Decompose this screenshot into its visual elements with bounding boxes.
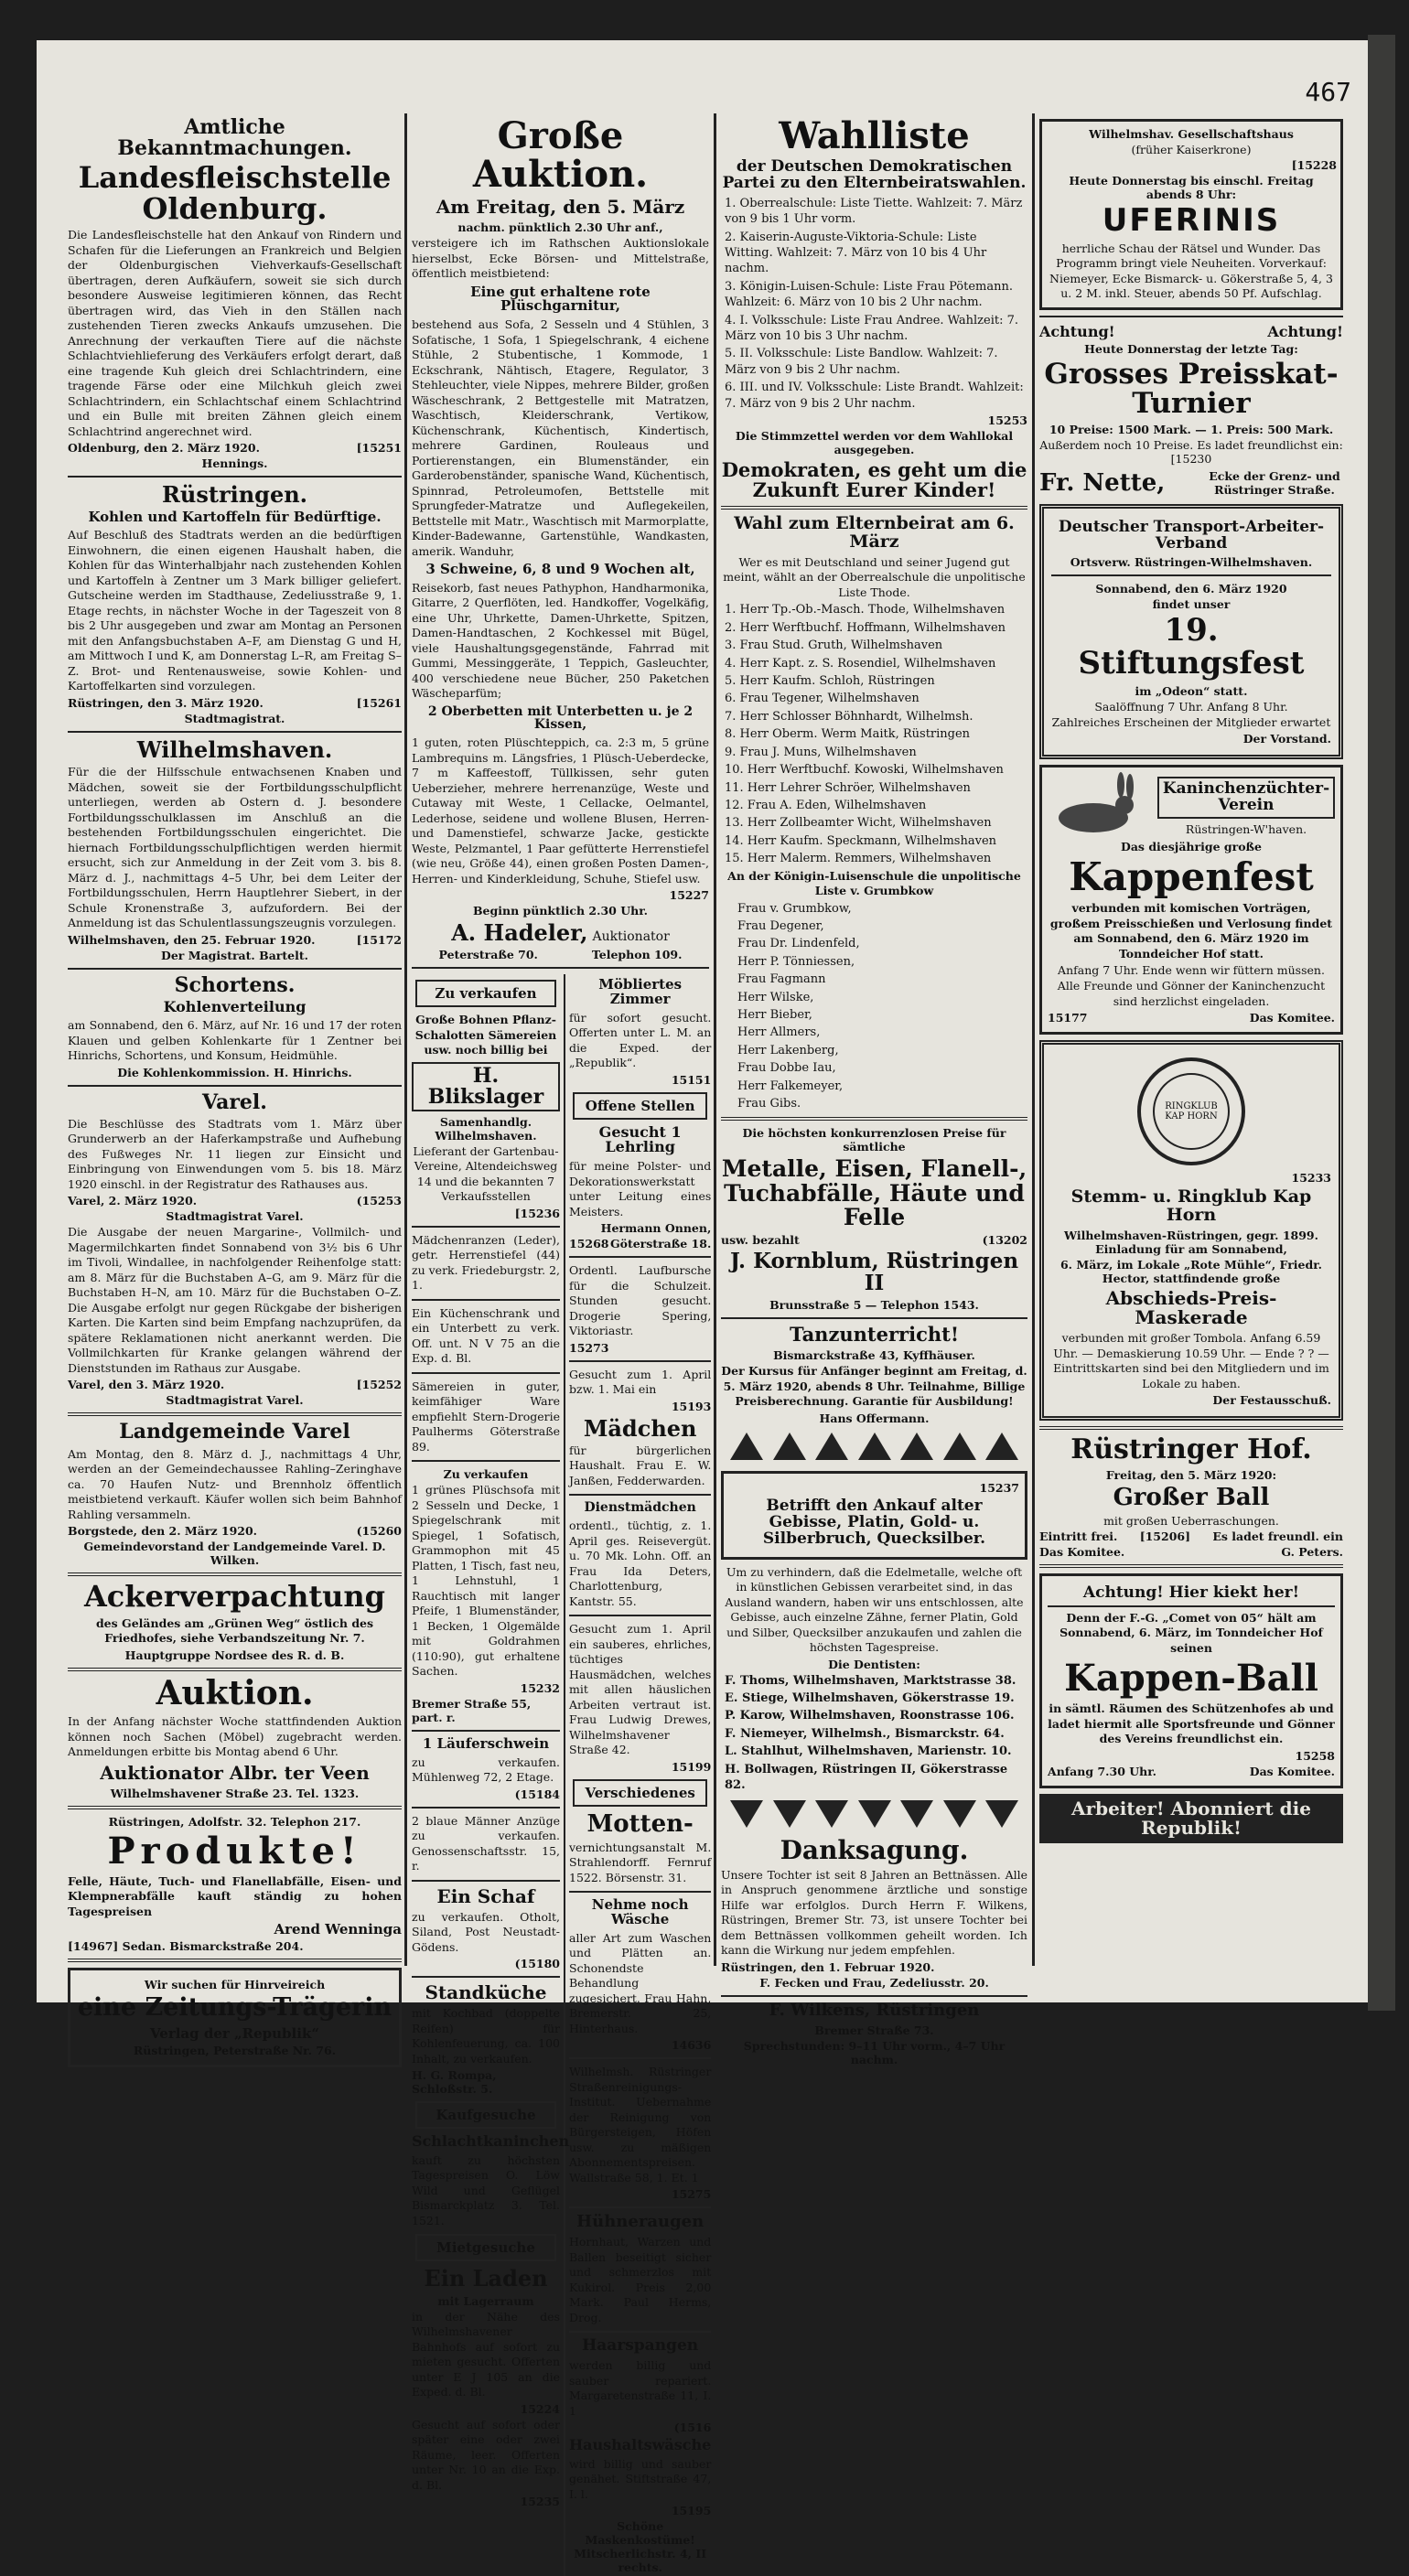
pig-text: zu verkaufen. Mühlenweg 72, 2 Etage. [412, 1755, 560, 1785]
kappenball-attention: Achtung! Hier kiekt her! [1048, 1585, 1335, 1607]
auktion-address: Wilhelmshavener Straße 23. Tel. 1323. [110, 1786, 360, 1800]
triangle-border-bottom [721, 1795, 1027, 1833]
kappenfest-ref: 15177 [1048, 1011, 1088, 1025]
tanz-title: Tanzunterricht! [789, 1323, 960, 1347]
room-text: Gesucht auf sofort oder später eine oder zwei Räume, leer. Offerten unter Nr. 10 an die Exp. d. Bl. [412, 2417, 560, 2492]
candidate-item: 1. Herr Tp.-Ob.-Masch. Thode, Wilhelmshaven [725, 603, 1006, 617]
sheep-text: zu verkaufen. Otholt, Siland, Post Neustadt-Gödens. [412, 1909, 560, 1954]
rabbit-icon [1048, 774, 1157, 838]
dentist-item: F. Niemeyer, Wilhelmsh., Bismarckstr. 64. [725, 1726, 1005, 1741]
candidate-item: 7. Herr Schlosser Böhnhardt, Wilhelmsh. [725, 709, 973, 724]
ringklub-text: verbunden mit großer Tombola. Anfang 6.59 Uhr. — Demaskierung 10.59 Uhr. — Ende ? ? — Eintrittskarten sind bei den Mitgliedern und im Lokale zu haben. [1053, 1331, 1329, 1390]
candidate-item: Frau Dobbe Iau, [737, 1061, 836, 1076]
grosse-auktion-text1: bestehend aus Sofa, 2 Sesseln und 4 Stühlen, 3 Sofatische, 1 Sofa, 1 Spiegelschrank, 4 eichene Stühle, 2 Stubentische, 1 Kommode, 1 Eckschrank, Nähtisch, Etagere, Regulator, 3 Stehleuchter, viele Nippes, mehrere Bilder, großen Wäscheschrank, 2 Bettgestelle mit Matratzen, Waschtisch, Kleiderschrank, Vertikow, Küchenschrank, Küchentisch, Kindertisch, mehrere Gardinen, Rouleaus und Portierenstangen, ein Blumenständer, ein Garderobenständer, spanische Wand, Küchentisch, Spinnrad, Petroleumofen, Bettstelle mit Sprungfeder-Matratze und Auflegekeilen, Bettstelle mit Matr., Waschtisch mit Marmorplatte, Kinder-Badewanne, Gartenstühle, Wandkasten, amerik. Wanduhr, [412, 317, 709, 558]
wilkens-address: Bremer Straße 73. [814, 2023, 934, 2037]
metal-sub: usw. bezahlt [721, 1233, 800, 1248]
grosse-auktion-text2: Reisekorb, fast neues Pathyphon, Handharmonika, Gitarre, 2 Querflöten, led. Handkoffer, Vogelkäfig, eine Uhr, Uhrkette, Damen-Uhrkette, Spitzen, Damen-Handtaschen, 2 Kochkessel mit Bügel, viele Haushaltungsgegenstände, Fahrrad mit Gummi, Messinggeräte, 1 Teppich, Gasleuchter, 400 verschiedene neue Bücher, 250 Paketchen Wäscheparfüm; [412, 580, 709, 701]
ges-uferinis: UFERINIS [1102, 202, 1281, 239]
lehrling-ref: 15268 [569, 1237, 609, 1251]
stiftungsfest-box [1039, 504, 1343, 760]
stf-signature: Der Vorstand. [1242, 732, 1331, 746]
triangle-border-top [721, 1427, 1027, 1465]
skat-attention-right: Achtung! [1267, 322, 1343, 340]
kappenball-text: Denn der F.-G. „Comet von 05“ hält am Sonnabend, 6. März, im Tonndeicher Hof seinen [1059, 1610, 1323, 1655]
stf-main-title: 19. Stiftungsfest [1078, 612, 1305, 682]
candidate-item: 2. Herr Werftbuchf. Hoffmann, Wilhelmshaven [725, 620, 1006, 635]
hof-signature-1: Das Komitee. [1039, 1544, 1125, 1559]
moebliertes-zimmer-ref: 15151 [671, 1072, 712, 1087]
shop-text: in der Nähe des Wilhelmshavener Bahnhofs auf sofort zu mieten gesucht. Offerten unter E J 105 an die Exped. d. Bl. [412, 2309, 560, 2399]
coal-distribution-title: Kohlenverteilung [163, 997, 307, 1015]
candidate-item: Herr Bieber, [737, 1007, 812, 1022]
grosse-auktion-title: Große Auktion. [472, 114, 649, 196]
candidate-item: Herr P. Tönniessen, [737, 954, 855, 969]
elternbeirat-sub: Wer es mit Deutschland und seiner Jugend gut meint, wählt an der Oberrealschule die unpolitische Liste Thode. [723, 554, 1026, 599]
kornblum-name: J. Kornblum, Rüstringen II [729, 1249, 1019, 1296]
candidate-item: Frau v. Grumbkow, [737, 901, 852, 916]
meat-office-text: Die Landesfleischstelle hat den Ankauf von Rindern und Schafen für die Lieferungen an Frankreich und Belgien der Oldenburgischen Viehverkaufs-Gesellschaft übertragen, deren Aufkäufern, soweit sie sich durch besondere Ausweise legitimieren können, das Recht übertragen wird, das Vieh in den Ställen nach zustehenden Tieren zwecks Ankaufs umzusehen. Die Anrechnung der verkauften Tiere auf die nächste Schlachtviehlieferung des Verkäufers erfolgt derart, daß eine tragende Kuh gleich drei Schlachtrindern, eine tragende Färse oder eine Milchkuh gleich zwei Schlachtrindern, ein Schlachtschaf einem Schlachtrind und ein Bulle mit breiten Zähnen gleich einem Schlachtrind angerechnet wird. [68, 228, 402, 438]
grumbkow-title: An der Königin-Luisenschule die unpolitische Liste v. Grumbkow [727, 868, 1021, 898]
ringklub-box [1039, 1040, 1343, 1421]
candidate-item: 8. Herr Oberm. Werm Maitk, Rüstringen [725, 727, 971, 742]
margarine-ref: [15252 [356, 1378, 402, 1392]
haushaltswaesche-ref: 15195 [671, 2504, 712, 2518]
abonniert-footer: Arbeiter! Abonniert die Republik! [1039, 1794, 1343, 1843]
produkte-title: Produkte! [107, 1829, 362, 1873]
blikslager-logo: H. Blikslager [412, 1062, 560, 1111]
stf-time: Saalöffnung 7 Uhr. Anfang 8 Uhr. [1094, 699, 1288, 714]
stand-title: Standküche [425, 1981, 547, 2004]
ruestringen-title: Rüstringen. [161, 481, 308, 509]
hof-signature-2: G. Peters. [1281, 1544, 1343, 1559]
stf-title: Deutscher Transport-Arbeiter-Verband [1058, 517, 1325, 553]
danksagung-date: Rüstringen, den 1. Februar 1920. [721, 1959, 935, 1974]
room-ref: 15235 [520, 2495, 560, 2509]
meat-office-ref: [15251 [356, 441, 402, 456]
traeger-box [68, 1968, 402, 2066]
candidate-item: Herr Falkemeyer, [737, 1079, 844, 1093]
hof-entry: Eintritt frei. [1039, 1529, 1118, 1543]
grosse-auktion-text3: 1 guten, roten Plüschteppich, ca. 2:3 m, 5 grüne Lambrequins m. Längsfries, 1 Plüsch-Ueberdecke, 7 m Kaffeestoff, Tüllkissen, sehr guten Ueberzieher, mehrere herrenanzüge, Weste und Cutaway mit Weste, 1 Cellacke, Oelmantel, Lederhose, seidene und wollene Blusen, Herren- und Damenstiefel, schwarze Jacke, gestickte Weste, Pelzmantel, 1 Paar gefütterte Herrenstiefel (wie neu, Größe 44), einen großen Posten Damen-, Herren- und Kinderkleidung, Schuhe, Stiefel usw. [412, 735, 709, 886]
varel-ref: (15253 [356, 1194, 402, 1208]
zu-verkaufen-label: Zu verkaufen [415, 980, 556, 1007]
traeger-header: Wir suchen für Hinrveireich [144, 1978, 326, 1992]
classifieds-right [565, 974, 711, 2576]
candidate-item: 3. Frau Stud. Gruth, Wilhelmshaven [725, 639, 943, 653]
candidate-item: Frau Degener, [737, 918, 824, 933]
dentists-title: Die Dentisten: [828, 1657, 920, 1671]
strassenreinigung-text: Wilhelmsh. Rüstringer Straßenreinigungs-Institut. Uebernahme der Reinigung von Bürgersteigen, Höfen usw. zu mäßigen Abonnementspreisen. Wallstraße 58, 1. Et. 1 [569, 2065, 712, 2184]
skat-prizes: 10 Preise: 1500 Mark. — 1. Preis: 500 Mark. [1049, 422, 1334, 436]
stf-location: im „Odeon“ statt. [1135, 683, 1248, 698]
kappenfest-invite: Alle Freunde und Gönner der Kaninchenzucht sind herzlichst eingeladen. [1057, 979, 1326, 1008]
margarine-date: Varel, den 3. März 1920. [68, 1378, 225, 1392]
sale2-title: Zu verkaufen [443, 1467, 529, 1482]
meat-office-date: Oldenburg, den 2. März 1920. [68, 441, 260, 456]
april-text: Gesucht zum 1. April bzw. 1. Mai ein [569, 1367, 712, 1397]
grosse-auktion-sub1: Eine gut erhaltene rote Plüschgarnitur, [470, 283, 651, 315]
page-binding [1368, 35, 1395, 2011]
wahlliste-sub: der Deutschen Demokratischen Partei zu den Elternbeiratswahlen. [722, 157, 1027, 192]
ringklub-seal [1137, 1057, 1245, 1165]
school-text: Für die der Hilfsschule entwachsenen Knaben und Mädchen, soweit sie der Fortbildungsschulpflicht unterliegen, werden ab Ostern d. J. besondere Fortbildungsschulklassen im Anschluß an die bestehenden Fortbildungsschulen eingerichtet. Die hiernach Fortbildungsschulpflichtigen werden hiermit ersucht, sich zur Anmeldung in der Zeit vom 3. bis 8. März d. J., nachmittags 4–5 Uhr, bei dem Leiter der Fortbildungsschulen, Herrn Hauptlehrer Siebert, in der Schule Kronenstraße 3, aufzufordern. Bei der Anmeldung ist das Schulentlassungszeugnis vorzulegen. [68, 765, 402, 929]
kappenfest-time: Anfang 7 Uhr. Ende wenn wir füttern müssen. [1058, 963, 1325, 978]
kappenball-title: Kappen-Ball [1064, 1657, 1318, 1701]
produkte-text: Felle, Häute, Tuch- und Flanellabfälle, Eisen- und Klempnerabfälle kauft ständig zu hohen Tagespreisen [68, 1873, 402, 1918]
classifieds-left [412, 974, 570, 2576]
rabbit-title: Schlachtkaninchen [412, 2132, 570, 2151]
huehneraugen-text: Hornhaut, Warzen und Ballen beseitigt sicher und schmerzlos mit Kukirol. Preis 2,00 Mark. Paul Herms, Drog. [569, 2235, 712, 2324]
waesche-ref: 14636 [671, 2038, 712, 2053]
lehrling-title: Gesucht 1 Lehrling [598, 1122, 682, 1156]
sale2-address: Bremer Straße 55, part. r. [412, 1696, 532, 1724]
column-3 [721, 113, 1027, 2066]
stf-sub: Ortsverw. Rüstringen-Wilhelmshaven. [1070, 555, 1313, 570]
stf-find: findet unser [1152, 597, 1231, 612]
girl-text: Mädchenranzen (Leder), getr. Herrenstiefel (44) zu verk. Friedeburgstr. 2, 1. [412, 1232, 560, 1293]
landgemeinde-text: Am Montag, den 8. März d. J., nachmittags 4 Uhr, werden an der Gemeindechaussee Rahling–Zeringhave ca. 70 Haufen Nutz- und Brennholz öffentlich meistbietend verkauft. Käufer wollen sich beim Bahnhof Rahling versammeln. [68, 1446, 402, 1521]
kappenball-box [1039, 1573, 1343, 1788]
ringklub-ref: 15233 [1291, 1171, 1331, 1186]
danksagung-title: Danksagung. [780, 1835, 969, 1866]
skat-title: Grosses Preisskat-Turnier [1044, 357, 1339, 421]
tanz-signature: Hans Offermann. [819, 1411, 930, 1425]
kaufgesuche-label: Kaufgesuche [415, 2101, 556, 2129]
hof-invite: Es ladet freundl. ein [1212, 1529, 1343, 1543]
stand-address: H. G. Rompa, Schloßstr. 5. [412, 2068, 497, 2097]
danksagung-text: Unsere Tochter ist seit 8 Jahren an Bettnässen. Alle in Anspruch genommene ärztliche und sonstige Hilfe war erfolglos. Durch Herrn F. Wilkens, Rüstringen, Bremer Str. 73, ist unsere Tochter bei dem Bettnässen vollkommen geheilt worden. Ich kann die Wirkung nur jedem empfehlen. [721, 1867, 1027, 1958]
sale2-ref: 15232 [520, 1680, 560, 1695]
kappenball-text2: in sämtl. Räumen des Schützenhofes ab und ladet hiermit alle Sportsfreunde und Gönner des Vereins freundlichst ein. [1048, 1701, 1335, 1746]
maedchen-title: Mädchen [583, 1414, 697, 1442]
stf-text: Zahlreiches Erscheinen der Mitglieder erwartet [1051, 714, 1331, 729]
school-list [721, 196, 1027, 412]
lehrling-name: Hermann Onnen, [600, 1221, 712, 1236]
danksagung-signature: F. Fecken und Frau, Zedeliusstr. 20. [759, 1975, 989, 1990]
candidate-item: 15. Herr Malerm. Remmers, Wilhelmshaven [725, 852, 992, 866]
haushaltswaesche-title: Haushaltswäsche [569, 2436, 712, 2454]
candidate-item: Frau Fagmann [737, 972, 826, 987]
wilhelmshaven-title: Wilhelmshaven. [136, 735, 333, 763]
official-notices-header: Amtliche Bekanntmachungen. [117, 115, 352, 161]
ges-ref: [15228 [1291, 158, 1337, 172]
laufbursche-ref: 15273 [569, 1340, 609, 1355]
varel-date: Varel, 2. März 1920. [68, 1194, 198, 1208]
school-signature: Der Magistrat. Bartelt. [161, 948, 308, 962]
column-4 [1039, 113, 1343, 1966]
haarspangen-text: werden billig und sauber repariert. Margaretenstraße 11, I. 1 [569, 2358, 712, 2418]
dentist-list [721, 1673, 1027, 1794]
candidate-item: Herr Lakenberg, [737, 1043, 839, 1057]
auctioneer-telephone: Telephon 109. [591, 948, 683, 962]
shop-ref: 15224 [520, 2401, 560, 2416]
april-ref: 15193 [671, 1399, 712, 1413]
schortens-title: Schortens. [174, 972, 296, 997]
skat-note: Außerdem noch 10 Preise. Es ladet freundlichst ein: [15230 [1039, 437, 1343, 466]
wilkens-hours: Sprechstunden: 9–11 Uhr vorm., 4–7 Uhr nachm. [743, 2038, 1006, 2066]
laufbursche-text: Ordentl. Laufbursche für die Schulzeit. Stunden gesucht. Drogerie Spering, Viktoriastr. [569, 1263, 712, 1338]
huehneraugen-title: Hühneraugen [576, 2212, 704, 2232]
suit-text: 2 blaue Männer Anzüge zu verkaufen. Genossenschaftsstr. 15, r. [412, 1813, 560, 1873]
hof-date: Freitag, den 5. März 1920: [1105, 1467, 1277, 1482]
varel-signature: Stadtmagistrat Varel. [166, 1209, 304, 1224]
dentist-item: E. Stiege, Wilhelmshaven, Gökerstrasse 19. [725, 1690, 1015, 1705]
waesche-title: Nehme noch Wäsche [591, 1896, 689, 1928]
gesellschaftshaus-box [1039, 119, 1343, 310]
newspaper-page [37, 40, 1368, 2575]
traeger-address: Rüstringen, Peterstraße Nr. 76. [133, 2043, 337, 2057]
kitchen-text: Ein Küchenschrank und ein Unterbett zu verk. Off. unt. N V 75 an die Exp. d. Bl. [412, 1305, 560, 1366]
dentist-item: F. Thoms, Wilhelmshaven, Marktstrasse 38. [725, 1673, 1016, 1688]
wahlliste-ref: 15253 [987, 413, 1027, 427]
varel-title: Varel. [202, 1089, 267, 1114]
auctioneer-name: A. Hadeler, [451, 919, 588, 947]
skat-date: Heute Donnerstag der letzte Tag: [1084, 341, 1298, 356]
margarine-signature: Stadtmagistrat Varel. [166, 1393, 304, 1408]
dentist-item: L. Stahlhut, Wilhelmshaven, Marienstr. 10. [725, 1744, 1012, 1759]
column-2 [412, 113, 712, 2575]
grosse-auktion-sub3: 2 Oberbetten mit Unterbetten u. je 2 Kissen, [427, 703, 694, 733]
hof-ball: Großer Ball [1113, 1483, 1270, 1511]
ringklub-signature: Der Festausschuß. [1212, 1393, 1331, 1407]
gold-box [721, 1471, 1027, 1560]
ges-text: herrliche Schau der Rätsel und Wunder. Das Programm bringt viele Neuheiten. Vorverkauf: Niemeyer, Ecke Bismarck- u. Gökerstraße 5, 4, 3 u. 2 M. inkl. Steuer, abends 50 Pf. Aufschlag. [1049, 241, 1333, 301]
grosse-auktion-sub2: 3 Schweine, 6, 8 und 9 Wochen alt, [425, 561, 695, 577]
kaninchen-box [1039, 765, 1343, 1035]
coal-text: Auf Beschluß des Stadtrats werden an die bedürftigen Einwohnern, die einen eigenen Haushalt haben, die Kohlen für das Winterhalbjahr nach zustehenden Kohlen und Kartoffeln à Zentner um 3 Mark billiger geliefert. Gutscheine werden im Stadthause, Zedeliusstraße 9, 1. Etage rechts, in nächster Woche in der Tageszeit von 8 bis 2 Uhr ausgegeben und zwar am Montag an Personen mit den Anfangsbuchstaben A–F, am Dienstag G und H, am Mittwoch I und K, am Donnerstag L–R, am Freitag S–Z. Brot- und Rentenausweise, sowie Kohlen- und Kartoffelkarten sind vorzulegen. [68, 528, 402, 693]
wahlliste-title: Wahlliste [779, 114, 970, 157]
varel-text: Die Beschlüsse des Stadtrats vom 1. März über Grunderwerb an der Haferkampstraße und Aufhebung des Fußweges Nr. 11 liegen zur Einsicht und Einbringung von Einwendungen vom 5. bis 18. März 1920 einschl. in der Registratur des Rathauses aus. [68, 1116, 402, 1191]
haarspangen-title: Haarspangen [582, 2336, 699, 2356]
tanz-address: Bismarckstraße 43, Kyffhäuser. [773, 1348, 975, 1363]
kappenfest-title: Kappenfest [1069, 854, 1314, 900]
haarspangen-ref: (1516 [673, 2420, 712, 2435]
school-item: 5. II. Volksschule: Liste Bandlow. Wahlzeit: 7. März von 9 bis 2 Uhr nachm. [725, 347, 998, 377]
pig-ref: (15184 [514, 1787, 560, 1801]
gold-text: Um zu verhindern, daß die Edelmetalle, welche oft in künstlichen Gebissen verarbeitet sind, in das Ausland wandern, haben wir uns entschlossen, alte Gebisse, auch einzelne Zähne, ferner Platin, Gold und Silber, Quecksilber anzukaufen und zahlen die höchsten Tagespreise. [725, 1564, 1024, 1655]
beans-text: Große Bohnen Pflanz-Schalotten Sämereien usw. noch billig bei [414, 1013, 557, 1057]
auktion-title: Auktion. [156, 1673, 314, 1712]
thode-list [721, 602, 1027, 866]
produkte-name: Arend Wenninga [274, 1921, 402, 1938]
shop-sub: mit Lagerraum [437, 2293, 534, 2308]
school-item: 3. Königin-Luisen-Schule: Liste Frau Pötemann. Wahlzeit: 6. März von 10 bis 2 Uhr nachm. [725, 279, 1014, 310]
shop-title: Ein Laden [424, 2265, 548, 2292]
grosse-auktion-begin: Beginn pünktlich 2.30 Uhr. [472, 904, 648, 918]
landgemeinde-date: Borgstede, den 2. März 1920. [68, 1524, 258, 1539]
candidate-item: Frau Gibs. [737, 1097, 801, 1111]
ges-date: Heute Donnerstag bis einschl. Freitag abends 8 Uhr: [1069, 174, 1314, 201]
candidate-item: 4. Herr Kapt. z. S. Rosendiel, Wilhelmshaven [725, 656, 996, 671]
dienstmaedchen-title: Dienstmädchen [584, 1500, 696, 1516]
stf-date: Sonnabend, den 6. März 1920 [1095, 582, 1287, 596]
seeds-text: Sämereien in guter, keimfähiger Ware empfiehlt Stern-Drogerie Paulherms Göterstraße 89. [412, 1379, 560, 1454]
metal-title: Metalle, Eisen, Flanell-, Tuchabfälle, Häute und Felle [721, 1155, 1027, 1230]
school-item: 6. III. und IV. Volksschule: Liste Brandt. Wahlzeit: 7. März von 9 bis 2 Uhr nachm. [725, 381, 1024, 411]
ringklub-title: Stemm- u. Ringklub Kap Horn [1070, 1186, 1312, 1226]
candidate-item: 14. Herr Kaufm. Speckmann, Wilhelmshaven [725, 833, 997, 848]
kappenfest-signature: Das Komitee. [1249, 1011, 1335, 1025]
candidate-item: Herr Wilske, [737, 990, 814, 1004]
sheep-title: Ein Schaf [436, 1884, 535, 1907]
dentist-item: H. Bollwagen, Rüstringen II, Gökerstrasse 82. [725, 1762, 1008, 1792]
landgemeinde-signature: Gemeindevorstand der Landgemeinde Varel. D. Wilken. [83, 1540, 386, 1568]
kappenball-time: Anfang 7.30 Uhr. [1048, 1764, 1157, 1778]
coal-date: Rüstringen, den 3. März 1920. [68, 695, 264, 710]
school-item: 2. Kaiserin-Auguste-Viktoria-Schule: Liste Witting. Wahlzeit: 7. März von 10 bis 4 Uhr nachm. [725, 230, 987, 276]
dienstmaedchen-text: ordentl., tüchtig, z. 1. April ges. Reisevergüt. u. 70 Mk. Lohn. Off. an Frau Ida Deters, Charlottenburg, Kantstr. 55. [569, 1519, 712, 1608]
grosse-auktion-ref: 15227 [669, 888, 709, 903]
school-item: 1. Oberrealschule: Liste Tiette. Wahlzeit: 7. März von 9 bis 1 Uhr vorm. [725, 196, 1023, 227]
meat-office-title: Landesfleischstelle Oldenburg. [78, 160, 392, 226]
school-item: 4. I. Volksschule: Liste Frau Andree. Wahlzeit: 7. März von 10 bis 3 Uhr nachm. [725, 313, 1019, 343]
lehrling-address: Göterstraße 18. [609, 1237, 712, 1251]
kappenball-ref: 15258 [1295, 1748, 1335, 1763]
hof-text: mit großen Ueberraschungen. [1103, 1513, 1279, 1528]
tanz-text: Der Kursus für Anfänger beginnt am Freitag, d. 5. März 1920, abends 8 Uhr. Teilnahme, Billige Preisberechnung. Garantie für Ausbildung! [721, 1364, 1027, 1409]
grumbkow-list [721, 901, 1027, 1112]
rabbit-text: kauft zu höchsten Tagespreisen O. Löw Wild und Geflügel Bismarckplatz 3. Tel. 1521. [412, 2152, 560, 2227]
skat-name: Fr. Nette, [1039, 468, 1166, 497]
candidate-item: 5. Herr Kaufm. Schloh, Rüstringen [725, 674, 935, 689]
gold-ref: 15237 [979, 1480, 1019, 1495]
ringklub-maskerade: Abschieds-Preis-Maskerade [1105, 1287, 1277, 1328]
gold-title: Betrifft den Ankauf alter Gebisse, Platin, Gold- u. Silberbruch, Quecksilber. [762, 1496, 986, 1548]
coal-ref: [15261 [356, 695, 402, 710]
produkte-footer: [14967] Sedan. Bismarckstraße 204. [68, 1939, 304, 1954]
candidate-item: 9. Frau J. Muns, Wilhelmshaven [725, 745, 917, 759]
candidate-item: 12. Frau A. Eden, Wilhelmshaven [725, 798, 927, 812]
kappenfest-text: verbunden mit komischen Vorträgen, großem Preisschießen und Verlosung findet am Sonnabend, den 6. März 1920 im Tonndeicher Hof statt. [1049, 901, 1333, 961]
metal-ref: (13202 [982, 1233, 1027, 1248]
waesche-text: aller Art zum Waschen und Plätten an. Schonendste Behandlung zugesichert. Frau Hahn, Bremerstr. 25, Hinterhaus. [569, 1930, 712, 2035]
sheep-ref: (15180 [514, 1957, 560, 1971]
ackerverpachtung-signature: Hauptgruppe Nordsee des R. d. B. [124, 1648, 345, 1662]
ringklub-sub: Wilhelmshaven-Rüstringen, gegr. 1899. Einladung für am Sonnabend, [1064, 1229, 1318, 1256]
landgemeinde-title: Landgemeinde Varel [119, 1420, 350, 1444]
ackerverpachtung-title: Ackerverpachtung [83, 1579, 386, 1615]
motten-title: Motten- [586, 1809, 694, 1838]
auktion-name: Auktionator Albr. ter Veen [100, 1761, 370, 1784]
grosse-auktion-intro: versteigere ich im Rathschen Auktionslokale hierselbst, Ecke Börsen- und Mittelstraße, öffentlich meistbietend: [412, 236, 709, 280]
hausmaedchen-ref: 15199 [671, 1759, 712, 1774]
mietgesuche-label: Mietgesuche [415, 2234, 556, 2261]
candidate-item: 10. Herr Werftbuchf. Kowoski, Wilhelmshaven [725, 763, 1004, 778]
kappenfest-pre: Das diesjährige große [1120, 840, 1262, 854]
produkte-header: Rüstringen, Adolfstr. 32. Telephon 217. [108, 1814, 361, 1829]
blikslager-ref: [15236 [514, 1206, 560, 1220]
kaninchen-location: Rüstringen-W'haven. [1185, 822, 1307, 837]
verschiedenes-label: Verschiedenes [573, 1779, 707, 1807]
ges-sub: (früher Kaiserkrone) [1131, 143, 1252, 156]
margarine-text: Die Ausgabe der neuen Margarine-, Vollmilch- und Magermilchkarten findet Sonnabend von 3½ bis 6 Uhr im Tivoli, Windallee, in nachfolgender Reihenfolge statt: am 8. März für die Buchstaben A–G, am 9. März für die Buchstaben H–N, am 10. März für die Buchstaben O–Z. Die Ausgabe erfolgt nur gegen Rückgabe der bisherigen Karten. Die Karten sind beim Empfang nachzuprüfen, da spätere Reklamationen nicht anerkannt werden. Die Vollmilchkarten für Kranke gelangen während der Dienststunden im Rathaus zur Ausgabe. [68, 1225, 402, 1375]
strassenreinigung-ref: 15275 [671, 2187, 712, 2202]
meat-office-signature: Hennings. [201, 456, 268, 471]
wilkens-name: F. Wilkens, Rüstringen [769, 2000, 980, 2020]
traeger-title: eine Zeitungs-Trägerin [77, 1993, 393, 2023]
stand-text: mit Kochbad (doppelte Reifen) für Kohlenfeuerung, ca. 100 Inhalt, zu verkaufen. [412, 2006, 560, 2066]
candidate-item: Herr Allmers, [737, 1025, 821, 1040]
coal-signature: Stadtmagistrat. [184, 711, 285, 725]
blikslager-sub: Samenhandlg. Wilhelmshaven. [435, 1114, 537, 1143]
sale2-text: 1 grünes Plüschsofa mit 2 Sesseln und Decke, 1 Spiegelschrank mit Spiegel, 1 Sofatisch, Grammophon mit 45 Platten, 1 Tisch, fast neu, 1 Lehnstuhl, 1 Rauchtisch mit langer Pfeife, 1 Blumenständer, 1 Becken, 1 Olgemälde mit Goldrahmen (110:90), gut erhaltene Sachen. [412, 1483, 560, 1679]
page-number: 467 [1305, 77, 1351, 107]
school-ref: [15172 [356, 932, 402, 947]
skat-attention-left: Achtung! [1039, 322, 1115, 340]
column-1 [68, 113, 402, 2057]
kornblum-address: Brunsstraße 5 — Telephon 1543. [769, 1298, 979, 1313]
motten-text: vernichtungsanstalt M. Strahlendorff. Fernruf 1522. Börsenstr. 31. [569, 1840, 712, 1884]
hof-ref: [15206] [1139, 1529, 1191, 1543]
school-date: Wilhelmshaven, den 25. Februar 1920. [68, 932, 316, 947]
moebliertes-zimmer-text: für sofort gesucht. Offerten unter L. M. an die Exped. der „Republik“. [569, 1010, 712, 1070]
schortens-signature: Die Kohlenkommission. H. Hinrichs. [117, 1065, 352, 1079]
grosse-auktion-time: nachm. pünktlich 2.30 Uhr anf., [457, 220, 663, 234]
ges-title: Wilhelmshav. Gesellschaftshaus [1089, 127, 1294, 141]
auktion-text: In der Anfang nächster Woche stattfindenden Auktion können noch Sachen (Möbel) zugebracht werden. Anmeldungen erbitte bis Montag abend 6 Uhr. [68, 1714, 402, 1759]
hausmaedchen-text: Gesucht zum 1. April ein sauberes, ehrliches, tüchtiges Hausmädchen, welches mit allen häuslichen Arbeiten vertraut ist. Frau Ludwig Drewes, Wilhelmshavener Straße 42. [569, 1622, 712, 1757]
moebliertes-zimmer-title: Möbliertes Zimmer [598, 976, 683, 1007]
candidate-item: 6. Frau Tegener, Wilhelmshaven [725, 692, 920, 706]
elternbeirat-title: Wahl zum Elternbeirat am 6. März [734, 513, 1015, 552]
metal-header: Die höchsten konkurrenzlosen Preise für sämtliche [742, 1126, 1006, 1154]
maedchen-text: für bürgerlichen Haushalt. Frau E. W. Janßen, Fedderwarden. [569, 1443, 712, 1487]
ruestringer-hof-title: Rüstringer Hof. [1070, 1433, 1312, 1465]
traeger-publisher: Verlag der „Republik“ [150, 2024, 319, 2042]
kappenball-signature: Das Komitee. [1249, 1764, 1335, 1778]
haushaltswaesche-text: wird billig und sauber genähet. Stiftstraße 47, I. l. [569, 2456, 712, 2501]
offene-stellen-label: Offene Stellen [573, 1092, 707, 1120]
schortens-text: am Sonnabend, den 6. März, auf Nr. 16 und 17 der roten Klauen und gelben Kohlenkarte für 1 Zentner bei Hinrichs, Schortens, und Konsum, Heidmühle. [68, 1018, 402, 1063]
candidate-item: Frau Dr. Lindenfeld, [737, 937, 860, 951]
pig-title: 1 Läuferschwein [422, 1734, 550, 1752]
candidate-item: 11. Herr Lehrer Schröer, Wilhelmshaven [725, 780, 971, 795]
skat-address: Ecke der Grenz- und Rüstringer Straße. [1209, 468, 1340, 497]
auctioneer-role: Auktionator [592, 929, 670, 945]
lehrling-text: für meine Polster- und Dekorationswerkstatt unter Leitung eines Meisters. [569, 1159, 712, 1218]
ackerverpachtung-text: des Geländes am „Grünen Weg“ östlich des Friedhofes, siehe Verbandszeitung Nr. 7. [95, 1615, 374, 1646]
dentist-item: P. Karow, Wilhelmshaven, Roonstrasse 106. [725, 1709, 1015, 1723]
grosse-auktion-date: Am Freitag, den 5. März [436, 196, 685, 218]
seal-text: RINGKLUB KAP HORN [1153, 1073, 1230, 1150]
candidate-item: 13. Herr Zollbeamter Wicht, Wilhelmshaven [725, 816, 992, 831]
auctioneer-address: Peterstraße 70. [438, 948, 538, 962]
wahlliste-slogan: Demokraten, es geht um die Zukunft Eurer Kinder! [721, 457, 1027, 502]
ringklub-date: 6. März, im Lokale „Rote Mühle“, Friedr. Hector, stattfindende große [1059, 1258, 1323, 1285]
blikslager-text: Lieferant der Gartenbau-Vereine, Altendeichsweg 14 und die bekannten 7 Verkaufsstellen [413, 1143, 559, 1204]
landgemeinde-ref: (15260 [356, 1524, 402, 1539]
coal-title: Kohlen und Kartoffeln für Bedürftige. [88, 508, 382, 525]
maskenkostueme-text: Schöne Maskenkostüme! Mitscherlichstr. 4, II rechts. [574, 2519, 707, 2575]
kaninchen-title: Kaninchenzüchter-Verein [1157, 777, 1335, 819]
wahlliste-note: Die Stimmzettel werden vor dem Wahllokal ausgegeben. [735, 428, 1014, 456]
